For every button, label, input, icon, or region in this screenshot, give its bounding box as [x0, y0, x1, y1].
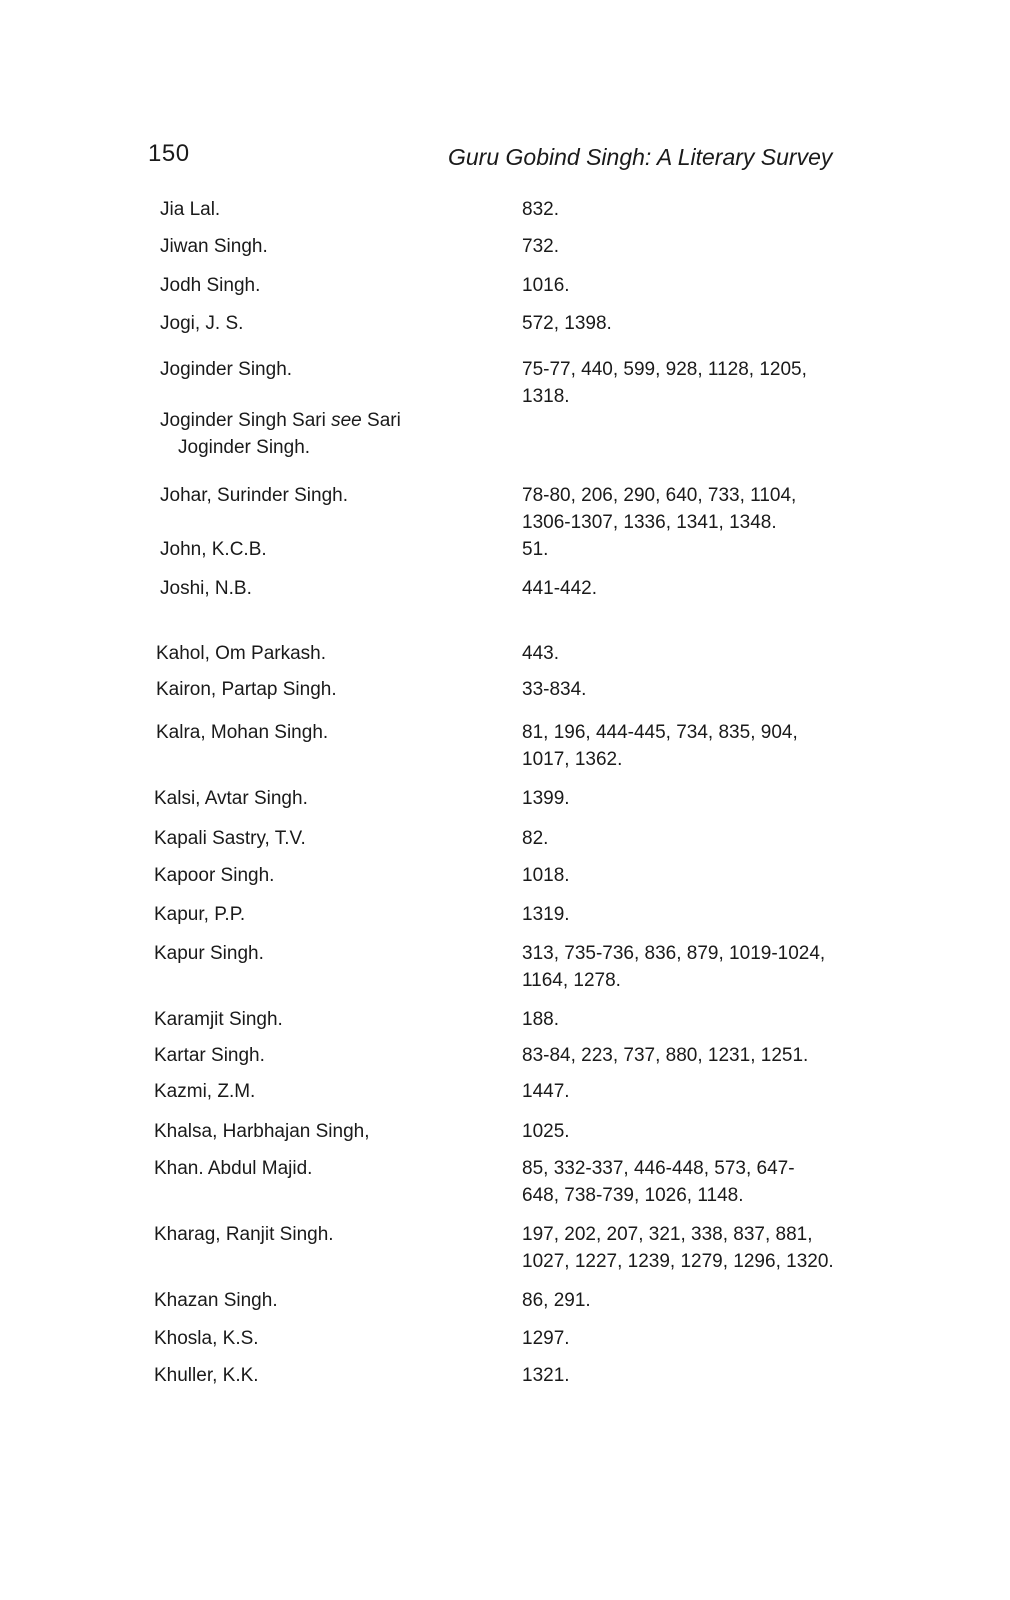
entry-name: Kalra, Mohan Singh.	[156, 722, 329, 743]
entry-refs: 832.	[522, 199, 559, 220]
entry-refs: 1321.	[522, 1365, 570, 1386]
refs-line: 197, 202, 207, 321, 338, 837, 881,	[522, 1224, 813, 1245]
entry-name: John, K.C.B.	[160, 539, 267, 560]
entry-name: Kapali Sastry, T.V.	[154, 828, 306, 849]
refs-line: 81, 196, 444-445, 734, 835, 904,	[522, 722, 798, 743]
refs-line: 85, 332-337, 446-448, 573, 647-	[522, 1158, 795, 1179]
entry-refs: 441-442.	[522, 578, 598, 599]
entry-name-continuation: Joginder Singh.	[178, 437, 311, 458]
entry-refs: 1016.	[522, 275, 570, 296]
entry-name: Joginder Singh.	[160, 359, 293, 380]
entry-refs: 1025.	[522, 1121, 570, 1142]
entry-name	[160, 407, 490, 461]
entry-refs: 86, 291.	[522, 1290, 591, 1311]
entry-name: Kapur, P.P.	[154, 904, 246, 925]
entry-name: Jiwan Singh.	[160, 236, 268, 257]
entry-refs	[522, 719, 862, 773]
entry-name: Jia Lal.	[160, 199, 221, 220]
refs-line: 1027, 1227, 1239, 1279, 1296, 1320.	[522, 1251, 834, 1272]
entry-name: Kapur Singh.	[154, 943, 264, 964]
entry-name: Khan. Abdul Majid.	[154, 1158, 313, 1179]
entry-name: Khosla, K.S.	[154, 1328, 259, 1349]
entry-refs: 33-834.	[522, 679, 587, 700]
refs-line: 1306-1307, 1336, 1341, 1348.	[522, 512, 777, 533]
entry-refs: 1319.	[522, 904, 570, 925]
entry-name: Johar, Surinder Singh.	[160, 485, 349, 506]
entry-name: Karamjit Singh.	[154, 1009, 283, 1030]
entry-name: Khuller, K.K.	[154, 1365, 259, 1386]
refs-line: 648, 738-739, 1026, 1148.	[522, 1185, 744, 1206]
entry-name-part: Sari	[367, 410, 401, 431]
entry-name-part: Joginder Singh Sari	[160, 410, 326, 431]
entry-refs	[522, 940, 862, 994]
entry-refs: 1447.	[522, 1081, 570, 1102]
entry-name: Jodh Singh.	[160, 275, 261, 296]
entry-name: Kartar Singh.	[154, 1045, 265, 1066]
entry-refs: 443.	[522, 643, 559, 664]
refs-line: 1318.	[522, 386, 570, 407]
entry-refs: 1297.	[522, 1328, 570, 1349]
entry-refs	[522, 356, 862, 410]
entry-name: Kapoor Singh.	[154, 865, 275, 886]
entry-name: Kalsi, Avtar Singh.	[154, 788, 308, 809]
refs-line: 78-80, 206, 290, 640, 733, 1104,	[522, 485, 797, 506]
see-reference: see	[331, 410, 362, 431]
entry-name: Kahol, Om Parkash.	[156, 643, 327, 664]
entry-refs: 732.	[522, 236, 559, 257]
entry-refs: 51.	[522, 539, 549, 560]
running-title: Guru Gobind Singh: A Literary Survey	[448, 144, 833, 170]
entry-refs: 1399.	[522, 788, 570, 809]
entry-name: Kazmi, Z.M.	[154, 1081, 256, 1102]
entry-name: Kairon, Partap Singh.	[156, 679, 337, 700]
entry-refs: 1018.	[522, 865, 570, 886]
entry-name: Jogi, J. S.	[160, 313, 244, 334]
entry-refs	[522, 482, 862, 536]
entry-name: Joshi, N.B.	[160, 578, 252, 599]
entry-refs	[522, 1221, 862, 1275]
refs-line: 1164, 1278.	[522, 970, 621, 991]
refs-line: 75-77, 440, 599, 928, 1128, 1205,	[522, 359, 807, 380]
entry-refs: 188.	[522, 1009, 559, 1030]
entry-name: Kharag, Ranjit Singh.	[154, 1224, 334, 1245]
entry-name: Khalsa, Harbhajan Singh,	[154, 1121, 370, 1142]
entry-name: Khazan Singh.	[154, 1290, 278, 1311]
refs-line: 313, 735-736, 836, 879, 1019-1024,	[522, 943, 826, 964]
entry-refs: 82.	[522, 828, 549, 849]
cross-reference-line	[160, 407, 490, 434]
refs-line: 1017, 1362.	[522, 749, 623, 770]
entry-refs: 83-84, 223, 737, 880, 1231, 1251.	[522, 1045, 809, 1066]
entry-refs	[522, 1155, 862, 1209]
page-number: 150	[148, 140, 190, 167]
entry-refs: 572, 1398.	[522, 313, 612, 334]
